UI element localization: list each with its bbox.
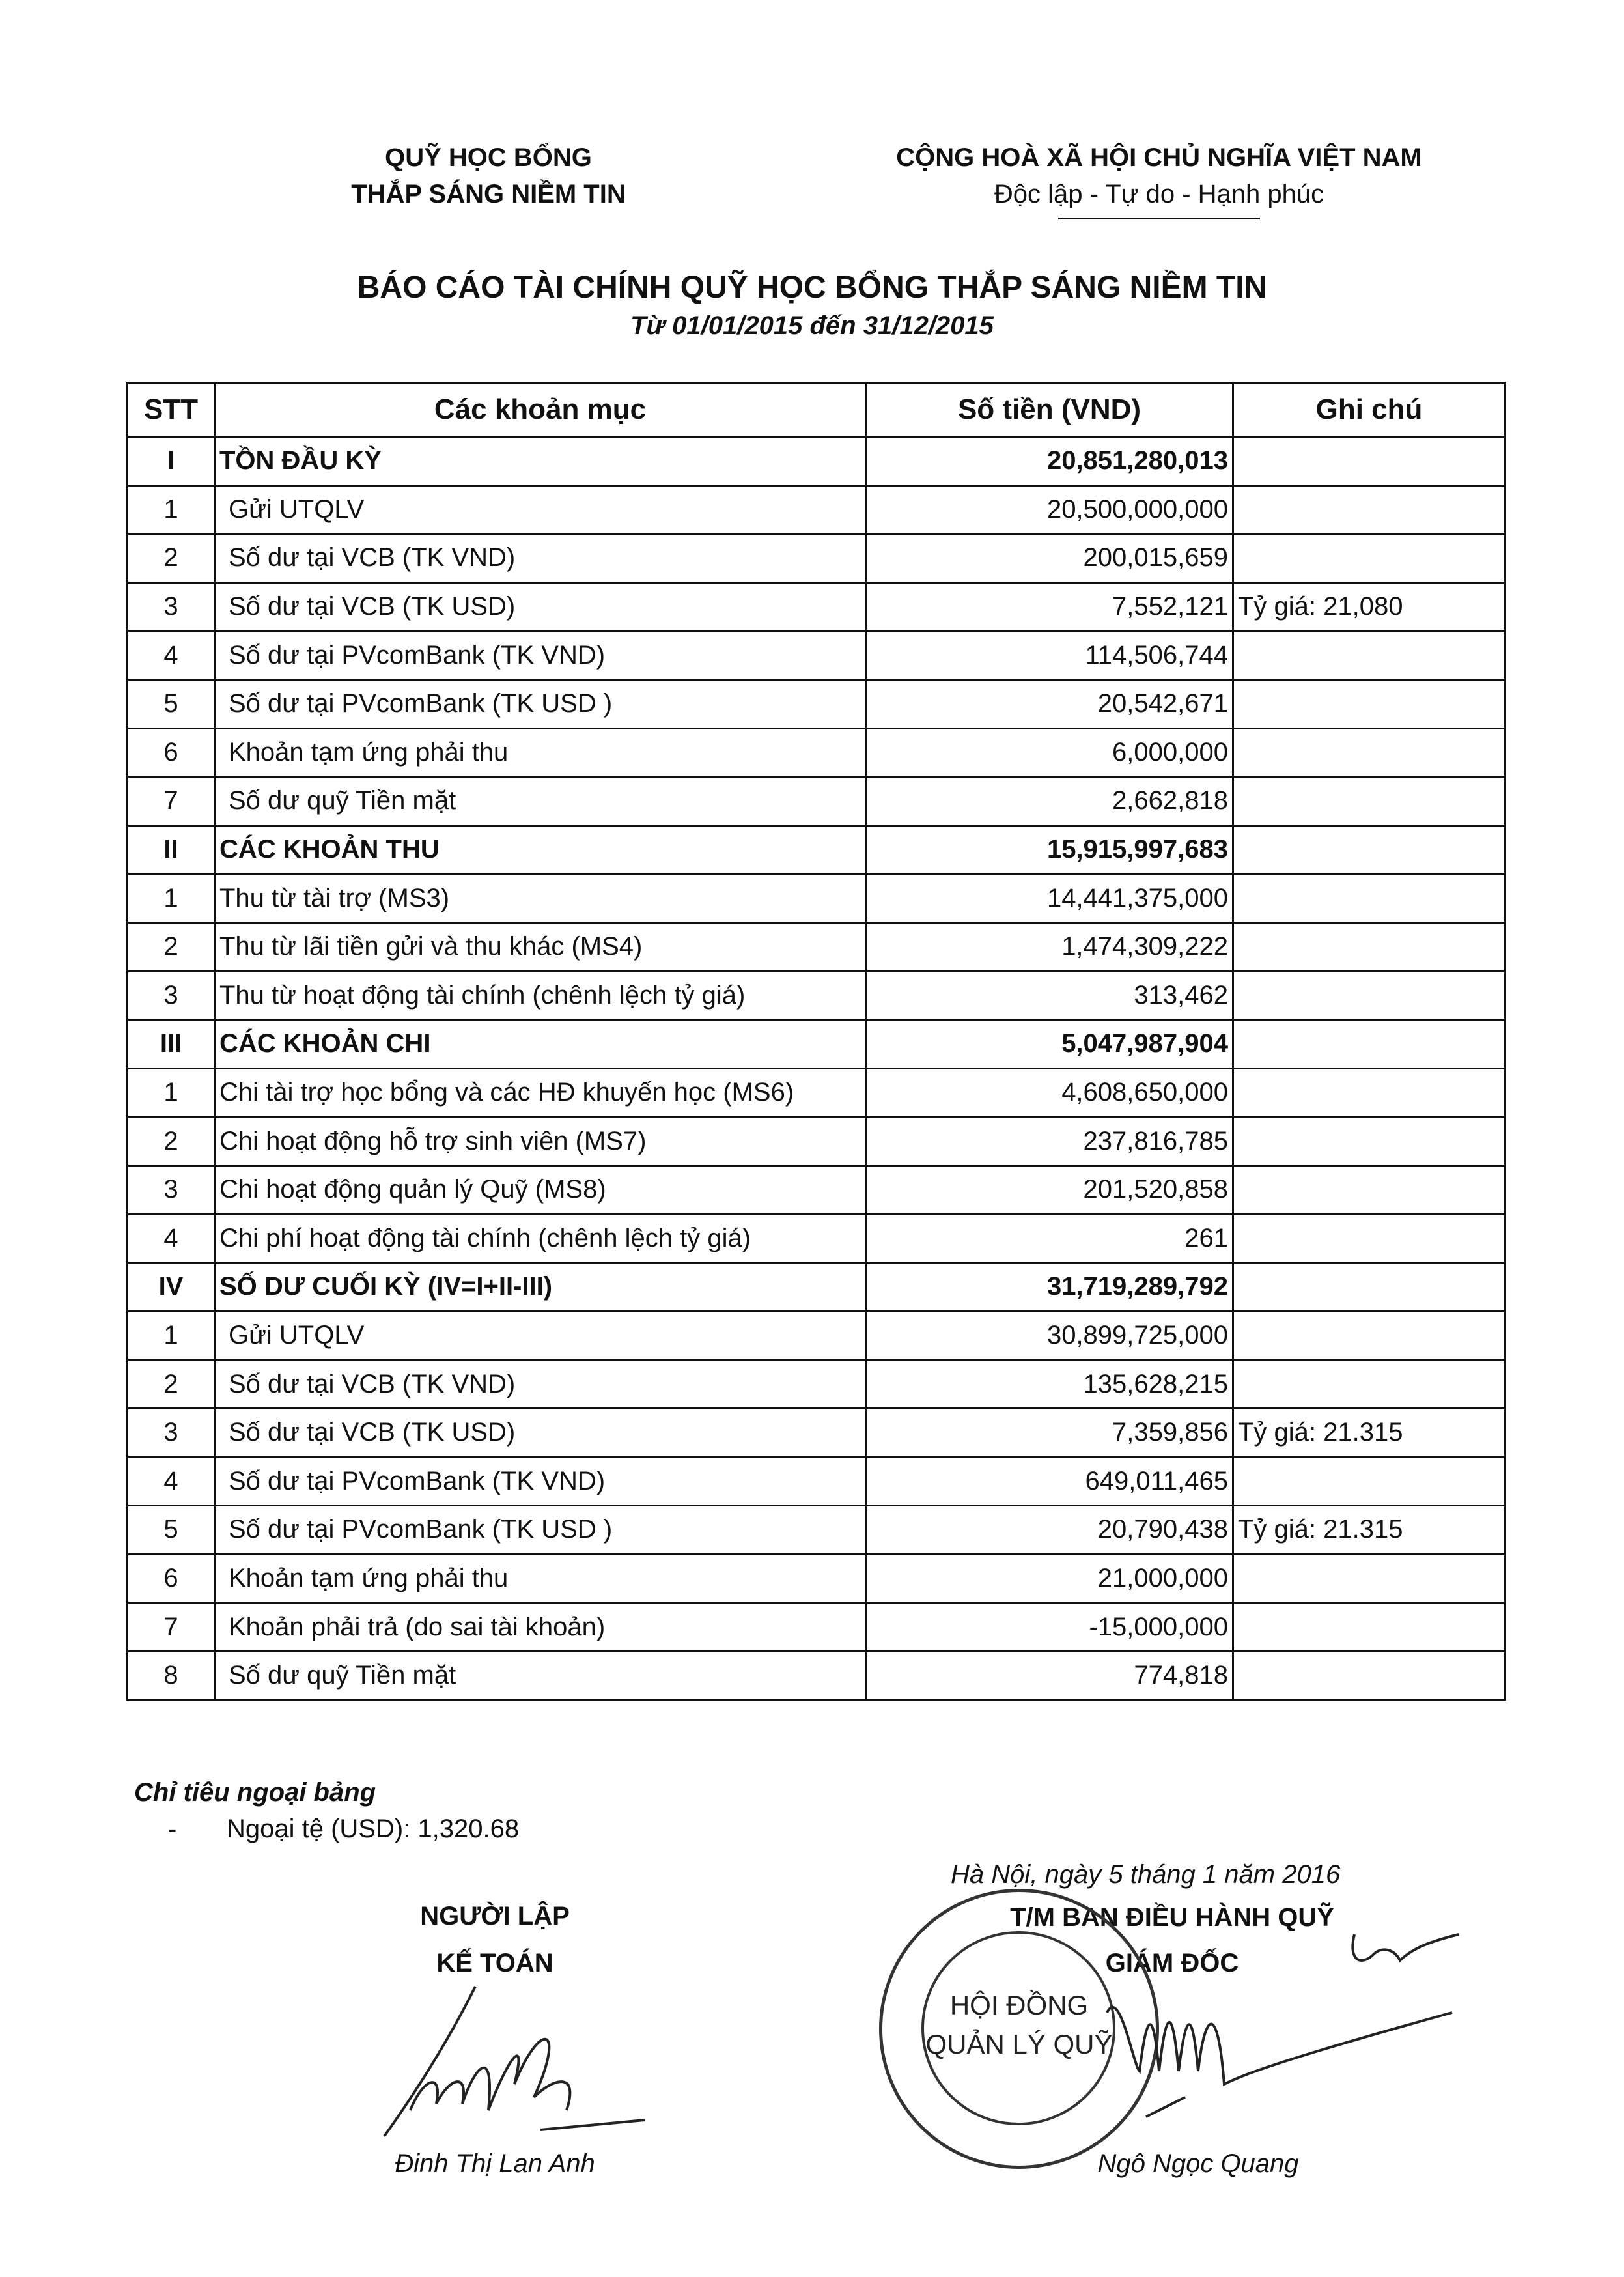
row-item: Gửi UTQLV bbox=[215, 1311, 866, 1360]
row-item: Số dư quỹ Tiền mặt bbox=[215, 777, 866, 826]
table-row bbox=[128, 1651, 1505, 1700]
row-amount: 7,359,856 bbox=[866, 1408, 1233, 1457]
table-row bbox=[128, 534, 1505, 583]
row-amount: 7,552,121 bbox=[866, 582, 1233, 631]
row-note bbox=[1233, 1068, 1505, 1117]
row-stt: II bbox=[128, 825, 215, 874]
table-row bbox=[128, 777, 1505, 826]
row-note bbox=[1233, 437, 1505, 486]
report-period: Từ 01/01/2015 đến 31/12/2015 bbox=[630, 311, 994, 340]
row-item: Số dư tại PVcomBank (TK VND) bbox=[215, 1457, 866, 1506]
row-amount: 135,628,215 bbox=[866, 1360, 1233, 1409]
row-stt: 1 bbox=[128, 1311, 215, 1360]
col-header-stt: STT bbox=[128, 383, 215, 437]
row-stt: IV bbox=[128, 1263, 215, 1312]
table-row bbox=[128, 874, 1505, 923]
row-amount: 6,000,000 bbox=[866, 728, 1233, 777]
row-item: Số dư tại PVcomBank (TK VND) bbox=[215, 631, 866, 680]
table-body bbox=[128, 437, 1505, 1700]
board-title: T/M BAN ĐIỀU HÀNH QUỸ bbox=[1010, 1903, 1334, 1932]
row-item: CÁC KHOẢN CHI bbox=[215, 1020, 866, 1069]
org-name-line2: THẮP SÁNG NIỀM TIN bbox=[351, 180, 626, 208]
col-header-note: Ghi chú bbox=[1233, 383, 1505, 437]
row-amount: 114,506,744 bbox=[866, 631, 1233, 680]
org-name-line1: QUỸ HỌC BỔNG bbox=[385, 143, 592, 172]
row-item: TỒN ĐẦU KỲ bbox=[215, 437, 866, 486]
row-stt: 2 bbox=[128, 534, 215, 583]
table-row bbox=[128, 582, 1505, 631]
row-item: Số dư tại PVcomBank (TK USD ) bbox=[215, 679, 866, 728]
row-note bbox=[1233, 1214, 1505, 1263]
row-note bbox=[1233, 1117, 1505, 1166]
row-stt: 2 bbox=[128, 1117, 215, 1166]
row-amount: 649,011,465 bbox=[866, 1457, 1233, 1506]
row-amount: 261 bbox=[866, 1214, 1233, 1263]
row-stt: III bbox=[128, 1020, 215, 1069]
stamp-text-line1: HỘI ĐỒNG bbox=[949, 1990, 1089, 2020]
row-note bbox=[1233, 922, 1505, 971]
row-amount: 20,851,280,013 bbox=[866, 437, 1233, 486]
table-row bbox=[128, 1603, 1505, 1652]
row-stt: I bbox=[128, 437, 215, 486]
section-row bbox=[128, 1263, 1505, 1312]
row-stt: 7 bbox=[128, 1603, 215, 1652]
row-stt: 1 bbox=[128, 485, 215, 534]
row-stt: 2 bbox=[128, 1360, 215, 1409]
row-amount: 31,719,289,792 bbox=[866, 1263, 1233, 1312]
row-stt: 5 bbox=[128, 1506, 215, 1555]
row-stt: 3 bbox=[128, 582, 215, 631]
row-amount: -15,000,000 bbox=[866, 1603, 1233, 1652]
col-header-item: Các khoản mục bbox=[215, 383, 866, 437]
col-header-amount: Số tiền (VND) bbox=[866, 383, 1233, 437]
row-amount: 1,474,309,222 bbox=[866, 922, 1233, 971]
row-amount: 5,047,987,904 bbox=[866, 1020, 1233, 1069]
row-item: Khoản tạm ứng phải thu bbox=[215, 728, 866, 777]
date-line: Hà Nội, ngày 5 tháng 1 năm 2016 bbox=[951, 1860, 1341, 1889]
row-item: Số dư tại PVcomBank (TK USD ) bbox=[215, 1506, 866, 1555]
row-note: Tỷ giá: 21,080 bbox=[1233, 582, 1505, 631]
row-amount: 14,441,375,000 bbox=[866, 874, 1233, 923]
row-stt: 6 bbox=[128, 1554, 215, 1603]
table-row bbox=[128, 1506, 1505, 1555]
table-row bbox=[128, 631, 1505, 680]
row-note bbox=[1233, 1165, 1505, 1214]
table-row bbox=[128, 485, 1505, 534]
director-name: Ngô Ngọc Quang bbox=[1097, 2149, 1299, 2178]
row-note bbox=[1233, 874, 1505, 923]
off-balance-dash: - bbox=[168, 1815, 177, 1843]
row-note bbox=[1233, 777, 1505, 826]
national-motto: Độc lập - Tự do - Hạnh phúc bbox=[994, 180, 1324, 208]
row-item: Chi phí hoạt động tài chính (chênh lệch tỷ giá) bbox=[215, 1214, 866, 1263]
row-amount: 4,608,650,000 bbox=[866, 1068, 1233, 1117]
row-note bbox=[1233, 1603, 1505, 1652]
table-row bbox=[128, 1214, 1505, 1263]
accountant-name: Đinh Thị Lan Anh bbox=[395, 2149, 595, 2178]
row-stt: 3 bbox=[128, 1408, 215, 1457]
row-item: CÁC KHOẢN THU bbox=[215, 825, 866, 874]
row-stt: 3 bbox=[128, 971, 215, 1020]
table-row bbox=[128, 1554, 1505, 1603]
row-stt: 2 bbox=[128, 922, 215, 971]
row-stt: 4 bbox=[128, 1214, 215, 1263]
table-row bbox=[128, 1360, 1505, 1409]
row-note bbox=[1233, 534, 1505, 583]
row-item: Thu từ lãi tiền gửi và thu khác (MS4) bbox=[215, 922, 866, 971]
row-note bbox=[1233, 1651, 1505, 1700]
row-item: Chi hoạt động hỗ trợ sinh viên (MS7) bbox=[215, 1117, 866, 1166]
section-row bbox=[128, 825, 1505, 874]
report-title: BÁO CÁO TÀI CHÍNH QUỸ HỌC BỔNG THẮP SÁNG NIỀM TIN bbox=[357, 270, 1267, 305]
accountant-signature bbox=[371, 1980, 658, 2143]
row-item: Khoản phải trả (do sai tài khoản) bbox=[215, 1603, 866, 1652]
row-note bbox=[1233, 1457, 1505, 1506]
row-item: Số dư tại VCB (TK USD) bbox=[215, 1408, 866, 1457]
row-stt: 8 bbox=[128, 1651, 215, 1700]
row-note bbox=[1233, 825, 1505, 874]
director-signature bbox=[1068, 1921, 1524, 2136]
row-note bbox=[1233, 1263, 1505, 1312]
table-header-row bbox=[128, 383, 1505, 437]
row-note bbox=[1233, 728, 1505, 777]
row-note bbox=[1233, 971, 1505, 1020]
row-item: Số dư tại VCB (TK USD) bbox=[215, 582, 866, 631]
row-amount: 774,818 bbox=[866, 1651, 1233, 1700]
stamp-text-line2: QUẢN LÝ QUỸ bbox=[925, 2029, 1113, 2059]
row-amount: 200,015,659 bbox=[866, 534, 1233, 583]
off-balance-heading: Chỉ tiêu ngoại bảng bbox=[134, 1778, 376, 1807]
table-row bbox=[128, 1117, 1505, 1166]
row-stt: 4 bbox=[128, 631, 215, 680]
row-item: Số dư tại VCB (TK VND) bbox=[215, 1360, 866, 1409]
row-stt: 5 bbox=[128, 679, 215, 728]
row-amount: 237,816,785 bbox=[866, 1117, 1233, 1166]
off-balance-item: Ngoại tệ (USD): 1,320.68 bbox=[227, 1815, 520, 1843]
row-amount: 20,500,000,000 bbox=[866, 485, 1233, 534]
row-item: Thu từ hoạt động tài chính (chênh lệch tỷ giá) bbox=[215, 971, 866, 1020]
row-note bbox=[1233, 679, 1505, 728]
table-row bbox=[128, 1408, 1505, 1457]
row-stt: 6 bbox=[128, 728, 215, 777]
row-item: Thu từ tài trợ (MS3) bbox=[215, 874, 866, 923]
row-note bbox=[1233, 1554, 1505, 1603]
country-name: CỘNG HOÀ XÃ HỘI CHỦ NGHĨA VIỆT NAM bbox=[896, 143, 1422, 172]
section-row bbox=[128, 437, 1505, 486]
accountant-title: KẾ TOÁN bbox=[436, 1949, 553, 1977]
row-note: Tỷ giá: 21.315 bbox=[1233, 1408, 1505, 1457]
table-row bbox=[128, 1068, 1505, 1117]
table-row bbox=[128, 922, 1505, 971]
financial-table bbox=[126, 382, 1506, 1701]
row-stt: 7 bbox=[128, 777, 215, 826]
row-stt: 4 bbox=[128, 1457, 215, 1506]
national-header bbox=[866, 139, 1452, 219]
row-note bbox=[1233, 1020, 1505, 1069]
row-item: Chi tài trợ học bổng và các HĐ khuyến học (MS6) bbox=[215, 1068, 866, 1117]
row-item: Chi hoạt động quản lý Quỹ (MS8) bbox=[215, 1165, 866, 1214]
row-amount: 313,462 bbox=[866, 971, 1233, 1020]
row-stt: 1 bbox=[128, 1068, 215, 1117]
table-row bbox=[128, 1311, 1505, 1360]
row-amount: 20,790,438 bbox=[866, 1506, 1233, 1555]
section-row bbox=[128, 1020, 1505, 1069]
table-row bbox=[128, 679, 1505, 728]
row-stt: 1 bbox=[128, 874, 215, 923]
row-amount: 201,520,858 bbox=[866, 1165, 1233, 1214]
row-item: Khoản tạm ứng phải thu bbox=[215, 1554, 866, 1603]
org-name-header bbox=[326, 139, 651, 212]
row-item: SỐ DƯ CUỐI KỲ (IV=I+II-III) bbox=[215, 1263, 866, 1312]
table-row bbox=[128, 971, 1505, 1020]
preparer-title: NGƯỜI LẬP bbox=[420, 1902, 570, 1930]
row-note bbox=[1233, 631, 1505, 680]
row-amount: 20,542,671 bbox=[866, 679, 1233, 728]
row-amount: 2,662,818 bbox=[866, 777, 1233, 826]
row-amount: 21,000,000 bbox=[866, 1554, 1233, 1603]
row-note bbox=[1233, 1311, 1505, 1360]
row-note: Tỷ giá: 21.315 bbox=[1233, 1506, 1505, 1555]
table-row bbox=[128, 728, 1505, 777]
row-note bbox=[1233, 485, 1505, 534]
row-item: Số dư quỹ Tiền mặt bbox=[215, 1651, 866, 1700]
director-title: GIÁM ĐỐC bbox=[1105, 1949, 1239, 1977]
row-item: Số dư tại VCB (TK VND) bbox=[215, 534, 866, 583]
table-row bbox=[128, 1457, 1505, 1506]
row-item: Gửi UTQLV bbox=[215, 485, 866, 534]
row-note bbox=[1233, 1360, 1505, 1409]
row-stt: 3 bbox=[128, 1165, 215, 1214]
motto-underline bbox=[1058, 218, 1260, 219]
table-row bbox=[128, 1165, 1505, 1214]
row-amount: 30,899,725,000 bbox=[866, 1311, 1233, 1360]
row-amount: 15,915,997,683 bbox=[866, 825, 1233, 874]
